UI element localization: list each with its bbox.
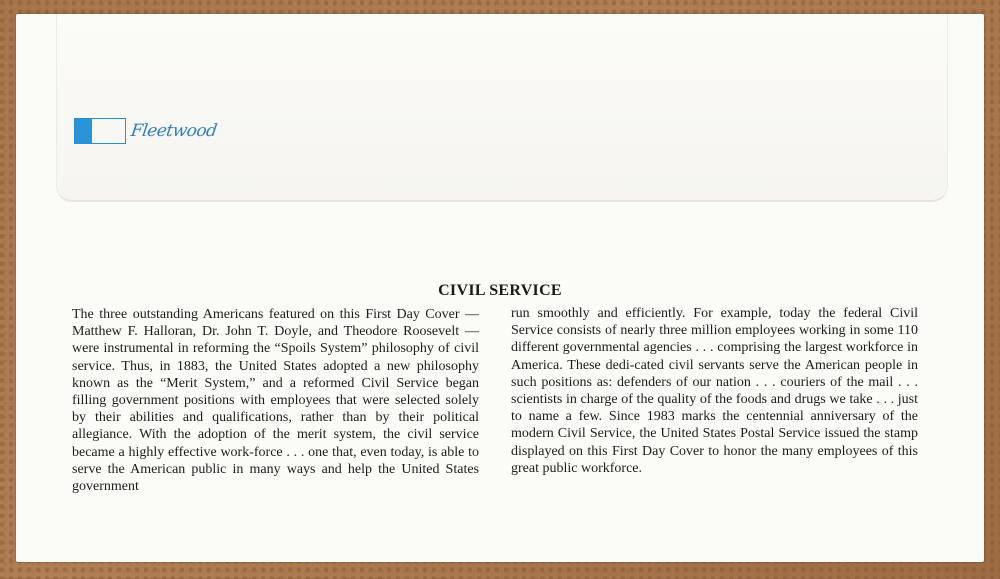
- logo-text: Fleetwood: [129, 121, 218, 141]
- envelope-back: [16, 14, 984, 562]
- logo-box-fill: [75, 119, 92, 143]
- right-column-text: run smoothly and efficiently. For example, today the federal Civil Service consists of nearly three million employees working in some 110 different governmental agencies . . . comprising the largest workforce in America. These dedi-cated civil servants serve the American people in such positions as: defenders of our nation . . . couriers of the mail . . . scientists in charge of the quality of the foods and drugs we take . . . just to name a few. Since 1983 marks the centennial anniversary of the modern Civil Service, the United States Postal Service issued the stamp displayed on this First Day Cover to honor the many employees of this great public workforce.: [511, 306, 918, 476]
- article-right-column: [511, 305, 918, 477]
- article-left-column: [72, 306, 479, 495]
- logo-box-icon: [74, 118, 126, 144]
- fleetwood-logo: [74, 118, 217, 144]
- envelope-flap: [56, 14, 948, 202]
- left-column-text: The three outstanding Americans featured on this First Day Cover — Matthew F. Halloran, Dr. John T. Doyle, and Theodore Roosevelt — were instrumental in reforming the “Spoils System” philosophy of civil service. Thus, in 1883, the United States adopted a new philosophy known as the “Merit System,” and a reformed Civil Service began filling government positions with employees that were selected solely by their abilities and qualifications, rather than by their political allegiance. With the adoption of the merit system, the civil service became a highly effective work-force . . . one that, even today, is able to serve the American public in many ways and help the United States government: [72, 307, 479, 495]
- article-title: CIVIL SERVICE: [438, 282, 562, 299]
